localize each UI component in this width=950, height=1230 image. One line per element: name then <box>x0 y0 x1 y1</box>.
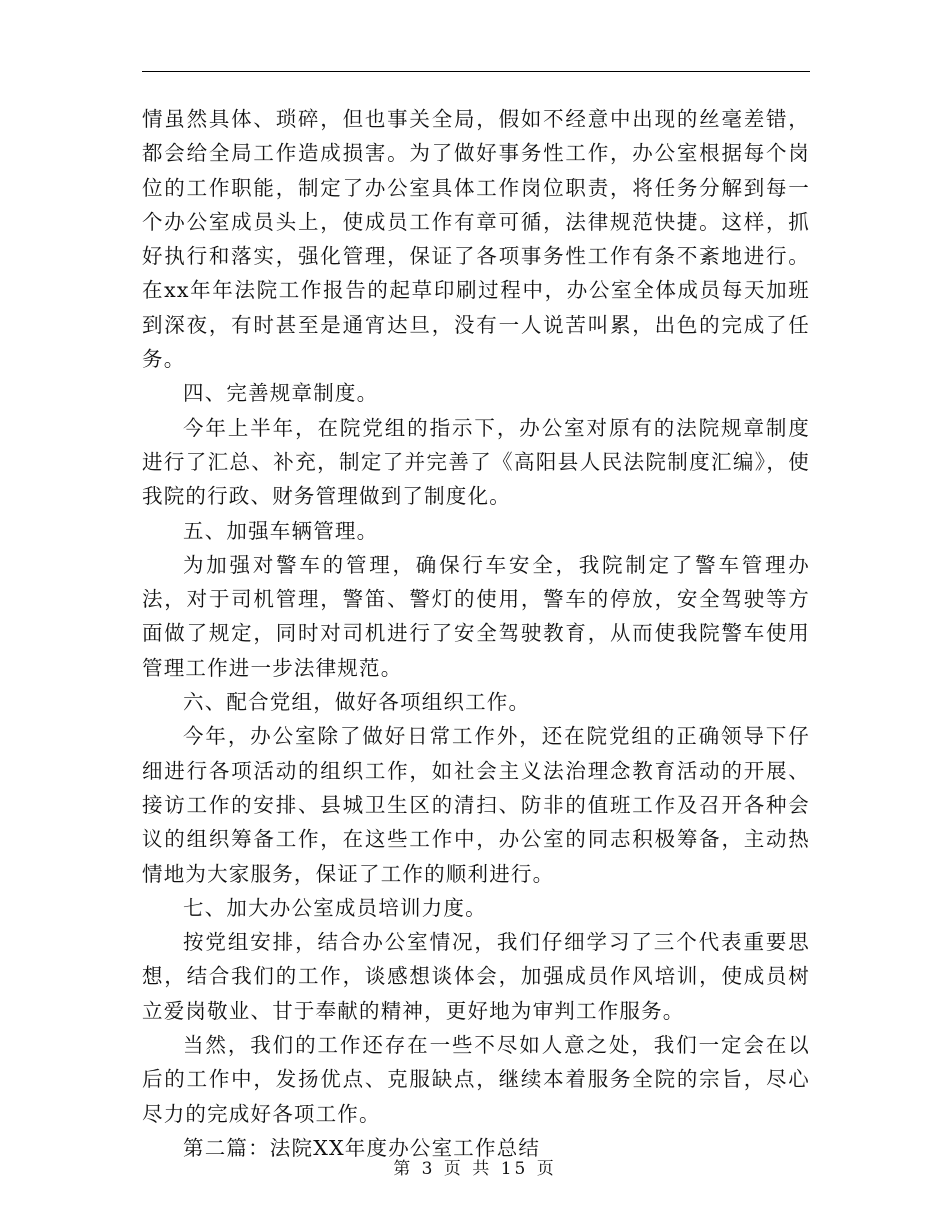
paragraph-continuation: 情虽然具体、琐碎，但也事关全局，假如不经意中出现的丝毫差错，都会给全局工作造成损害。为了做好事务性工作，办公室根据每个岗位的工作职能，制定了办公室具体工作岗位职责，将任务分解到每一个办公室成员头上，使成员工作有章可循，法律规范快捷。这样，抓好执行和落实，强化管理，保证了各项事务性工作有条不紊地进行。在xx年年法院工作报告的起草印刷过程中，办公室全体成员每天加班到深夜，有时甚至是通宵达旦，没有一人说苦叫累，出色的完成了任务。 <box>142 107 810 372</box>
page-number: 第 3 页 共 15 页 <box>393 1159 557 1179</box>
section-heading-6: 六、配合党组，做好各项组织工作。 <box>183 690 531 715</box>
paragraph-rules: 今年上半年，在院党组的指示下，办公室对原有的法院规章制度进行了汇总、补充，制定了并完善了《高阳县人民法院制度汇编》，使我院的行政、财务管理做到了制度化。 <box>142 415 810 509</box>
paragraph-training: 按党组安排，结合办公室情况，我们仔细学习了三个代表重要思想，结合我们的工作，谈感想谈体会，加强成员作风培训，使成员树立爱岗敬业、甘于奉献的精神，更好地为审判工作服务。 <box>142 930 810 1023</box>
header-rule <box>142 71 810 72</box>
paragraph-conclusion: 当然，我们的工作还存在一些不尽如人意之处，我们一定会在以后的工作中，发扬优点、克服缺点，继续本着服务全院的宗旨，尽心尽力的完成好各项工作。 <box>142 1033 810 1126</box>
paragraph-vehicles: 为加强对警车的管理，确保行车安全，我院制定了警车管理办法，对于司机管理，警笛、警灯的使用，警车的停放，安全驾驶等方面做了规定，同时对司机进行了安全驾驶教育，从而使我院警车使用管理工作进一步法律规范。 <box>142 552 810 680</box>
document-body <box>142 102 810 1165</box>
part-two-title: 第二篇：法院XX年度办公室工作总结 <box>183 1135 541 1160</box>
section-heading-5: 五、加强车辆管理。 <box>183 518 379 543</box>
paragraph-organization: 今年，办公室除了做好日常工作外，还在院党组的正确领导下仔细进行各项活动的组织工作，如社会主义法治理念教育活动的开展、接访工作的安排、县城卫生区的清扫、防非的值班工作及召开各种会议的组织筹备工作，在这些工作中，办公室的同志积极筹备，主动热情地为大家服务，保证了工作的顺利进行。 <box>142 724 810 886</box>
section-heading-7: 七、加大办公室成员培训力度。 <box>183 895 487 920</box>
section-heading-4: 四、完善规章制度。 <box>183 381 379 406</box>
